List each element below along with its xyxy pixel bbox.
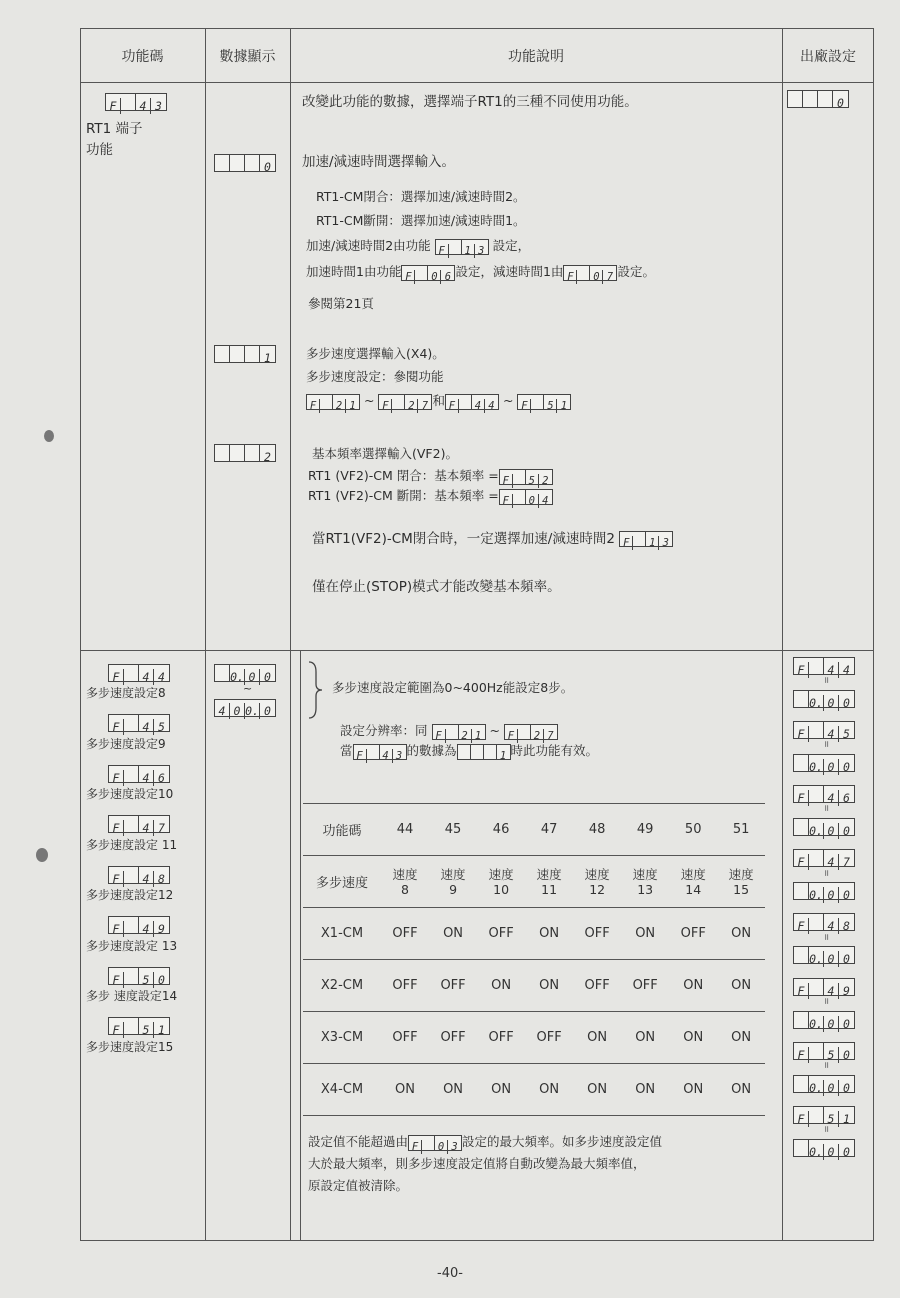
table-cell: X1-CM xyxy=(320,926,364,941)
table-header-cell: 51 xyxy=(732,822,750,837)
seven-seg-display: F 5 2 xyxy=(499,469,553,485)
seven-seg-display: F 5 1 xyxy=(517,394,571,410)
seven-seg-display: F 4 3 xyxy=(353,744,407,760)
table-cell: X3-CM xyxy=(320,1030,364,1045)
code-item-name: 多步速度設定9 xyxy=(86,736,166,751)
seven-seg-display: F 2 1 xyxy=(306,394,360,410)
table-cell: OFF xyxy=(584,978,610,993)
factory-value xyxy=(793,881,855,901)
seven-seg-display: 0 xyxy=(787,90,849,108)
resolution-text: 設定分辨率：同 F 2 1 ~ F 2 7 xyxy=(340,722,558,740)
right-brace xyxy=(306,660,324,720)
code-item-name: 多步 速度設定14 xyxy=(86,989,178,1003)
f43-code-display xyxy=(105,91,167,111)
code-item xyxy=(108,763,170,783)
f44-51-display-tilde: ~ xyxy=(243,682,253,695)
col-divider-1 xyxy=(205,28,206,1241)
table-row-label: 多步速度 xyxy=(315,876,368,891)
table-cell: ON xyxy=(587,1082,608,1097)
table-cell: X2-CM xyxy=(320,978,364,993)
seven-seg-display: F 4 5 xyxy=(793,721,855,739)
table-cell: ON xyxy=(731,1030,752,1045)
table-header-cell: 44 xyxy=(396,822,414,837)
opt0-line3: 加速/減速時間2由功能 F 1 3 設定， xyxy=(306,238,531,257)
table-cell: 速度 11 xyxy=(536,866,562,897)
table-cell: OFF xyxy=(632,978,658,993)
table-cell: ON xyxy=(731,978,752,993)
range-text: 多步速度設定範圍為0~400Hz能設定8步。 xyxy=(332,680,574,695)
table-cell: 速度 13 xyxy=(632,866,658,897)
seven-seg-display: F 0 4 xyxy=(499,489,553,505)
table-cell: OFF xyxy=(536,1030,562,1045)
seven-seg-display: F 5 0 xyxy=(108,967,170,985)
factory-value xyxy=(793,945,855,965)
opt2-line2: RT1 (VF2)-CM 斷開：基本頻率 = F 0 4 xyxy=(308,487,553,505)
header-code: 功能碼 xyxy=(121,49,164,65)
opt0-line4: 加速時間1由功能 F 0 6 設定，減速時間1由 F 0 7 設定。 xyxy=(306,264,655,283)
code-item xyxy=(108,864,170,884)
col-divider-inner xyxy=(300,650,301,1241)
table-cell: 速度 9 xyxy=(440,866,466,897)
section-divider xyxy=(80,650,874,651)
table-cell: OFF xyxy=(392,1030,418,1045)
seven-seg-display: 0. 0 0 xyxy=(793,946,855,964)
seven-seg-display: F 2 7 xyxy=(378,394,432,410)
table-row xyxy=(303,1012,765,1064)
equals-sign: = xyxy=(820,933,831,941)
seven-seg-display: F 4 4 xyxy=(793,657,855,675)
speck xyxy=(44,430,54,442)
seven-seg-display: F 4 6 xyxy=(108,765,170,783)
factory-code xyxy=(793,848,855,868)
code-item xyxy=(108,965,170,985)
col-divider-3 xyxy=(782,28,783,1241)
factory-value xyxy=(793,816,855,836)
table-cell: ON xyxy=(635,926,656,941)
table-header-cell: 50 xyxy=(684,822,702,837)
multistep-speed-table xyxy=(303,803,765,1116)
factory-value xyxy=(793,1073,855,1093)
table-cell: ON xyxy=(587,1030,608,1045)
table-cell: ON xyxy=(683,1082,704,1097)
seven-seg-display: F 4 6 xyxy=(793,785,855,803)
seven-seg-display: 0 xyxy=(214,154,276,172)
f43-name-2: 功能 xyxy=(86,142,113,158)
seven-seg-display: F 4 8 xyxy=(793,913,855,931)
seven-seg-display: F 4 3 xyxy=(105,93,167,111)
code-item xyxy=(108,713,170,733)
table-cell: X4-CM xyxy=(320,1082,364,1097)
seven-seg-display: F 4 8 xyxy=(108,866,170,884)
header-factory: 出廠設定 xyxy=(800,49,856,65)
table-header-cell: 45 xyxy=(444,822,462,837)
seven-seg-display: F 1 3 xyxy=(619,531,673,547)
seven-seg-display: F 4 9 xyxy=(108,916,170,934)
equals-sign: = xyxy=(820,804,831,813)
seven-seg-display: 0. 0 0 xyxy=(793,1075,855,1093)
seven-seg-display: F 0 6 xyxy=(401,265,455,281)
factory-code xyxy=(793,719,855,739)
table-row xyxy=(303,856,765,908)
seven-seg-display: F 4 4 xyxy=(445,394,499,410)
code-item-name: 多步速度設定8 xyxy=(86,686,166,700)
table-cell: OFF xyxy=(584,926,610,941)
table-cell: ON xyxy=(491,978,512,993)
equals-sign: = xyxy=(820,676,831,684)
table-header-cell: 49 xyxy=(636,822,654,837)
opt1-line2: F 2 1 ~ F 2 7 和 F 4 4 ~ F 5 1 xyxy=(306,392,571,410)
opt1-title: 多步速度選擇輸入(X4)。 xyxy=(306,346,445,361)
f44-51-display-min xyxy=(214,662,276,682)
table-cell: 速度 15 xyxy=(728,866,754,897)
seven-seg-display: 0. 0 0 xyxy=(793,818,855,836)
table-header-cell: 功能碼 xyxy=(322,824,362,839)
table-cell: ON xyxy=(731,1082,752,1097)
equals-sign: = xyxy=(820,1125,831,1134)
table-cell: ON xyxy=(443,1082,464,1097)
table-cell: OFF xyxy=(680,926,706,941)
seven-seg-display: F 5 1 xyxy=(793,1106,855,1124)
factory-code xyxy=(793,912,855,932)
seven-seg-display: 2 xyxy=(214,444,276,462)
table-cell: ON xyxy=(491,1082,512,1097)
code-item-name: 多步速度設定 13 xyxy=(86,938,178,953)
opt1-display xyxy=(214,343,276,363)
table-cell: OFF xyxy=(392,978,418,993)
factory-code xyxy=(793,1104,855,1124)
table-cell: OFF xyxy=(488,926,514,941)
opt0-line2: RT1-CM斷開：選擇加速/減速時間1。 xyxy=(316,213,526,228)
f43-name-1: RT1 端子 xyxy=(86,121,143,137)
table-cell: ON xyxy=(539,978,560,993)
opt0-display xyxy=(214,152,276,172)
factory-value xyxy=(793,1137,855,1157)
table-cell: ON xyxy=(635,1082,656,1097)
table-cell: OFF xyxy=(488,1030,514,1045)
table-cell: ON xyxy=(683,978,704,993)
seven-seg-display: 0. 0 0 xyxy=(793,882,855,900)
seven-seg-display: F 5 1 xyxy=(108,1017,170,1035)
table-cell: ON xyxy=(635,1030,656,1045)
table-cell: 速度 10 xyxy=(488,866,514,897)
code-item xyxy=(108,662,170,682)
code-item-name: 多步速度設定10 xyxy=(86,787,174,801)
f44-51-display-max xyxy=(214,697,276,717)
table-cell: 速度 12 xyxy=(584,866,610,897)
table-header-cell: 47 xyxy=(540,822,558,837)
table-cell: 速度 14 xyxy=(680,866,706,897)
opt0-line5: 參閱第21頁 xyxy=(308,296,374,311)
seven-seg-display: F 0 3 xyxy=(408,1135,462,1151)
equals-sign: = xyxy=(820,997,831,1005)
table-cell: ON xyxy=(683,1030,704,1045)
code-item-name: 多步速度設定12 xyxy=(86,888,174,902)
note-line3: 原設定值被清除。 xyxy=(308,1178,409,1193)
f43-factory-value xyxy=(787,88,849,108)
seven-seg-display: F 5 0 xyxy=(793,1042,855,1060)
factory-value xyxy=(793,752,855,772)
table-cell: ON xyxy=(539,926,560,941)
table-cell: 速度 8 xyxy=(392,866,418,897)
opt2-display xyxy=(214,442,276,462)
equals-sign: = xyxy=(820,868,831,877)
valid-text: 當 F 4 3 的數據為 1 時此功能有效。 xyxy=(340,743,599,762)
factory-code xyxy=(793,1040,855,1060)
seven-seg-display: 4 0 0. 0 xyxy=(214,699,276,717)
factory-code xyxy=(793,976,855,996)
seven-seg-display: 0. 0 0 xyxy=(214,664,276,682)
table-cell: ON xyxy=(731,926,752,941)
opt0-line1: RT1-CM閉合：選擇加速/減速時間2。 xyxy=(316,189,526,204)
opt2-line4: 僅在停止(STOP)模式才能改變基本頻率。 xyxy=(312,579,561,595)
factory-value xyxy=(793,1009,855,1029)
header-divider xyxy=(80,82,874,83)
table-header-cell: 46 xyxy=(492,822,510,837)
seven-seg-display: 1 xyxy=(214,345,276,363)
table-cell: OFF xyxy=(440,978,466,993)
equals-sign: = xyxy=(820,1061,831,1069)
header-display: 數據顯示 xyxy=(219,49,276,65)
seven-seg-display: F 2 1 xyxy=(432,724,486,740)
seven-seg-display: 0. 0 0 xyxy=(793,1139,855,1157)
seven-seg-display: F 2 7 xyxy=(504,724,558,740)
seven-seg-display: 0. 0 0 xyxy=(793,690,855,708)
table-cell: OFF xyxy=(392,926,418,941)
header-description: 功能說明 xyxy=(508,49,564,65)
table-row xyxy=(303,908,765,960)
seven-seg-display: F 4 7 xyxy=(108,815,170,833)
speck xyxy=(36,848,48,862)
note-line1: 設定值不能超過由 F 0 3 設定的最大頻率。如多步速度設定值 xyxy=(308,1134,663,1153)
opt2-line1: RT1 (VF2)-CM 閉合：基本頻率 = F 5 2 xyxy=(308,467,553,485)
table-row xyxy=(303,804,765,856)
table-cell: OFF xyxy=(440,1030,466,1045)
opt2-title: 基本頻率選擇輸入(VF2)。 xyxy=(312,446,458,461)
seven-seg-display: F 1 3 xyxy=(435,239,489,255)
f43-intro: 改變此功能的數據，選擇端子RT1的三種不同使用功能。 xyxy=(302,94,638,110)
table-row xyxy=(303,960,765,1012)
page-number: -40- xyxy=(437,1266,463,1281)
code-item-name: 多步速度設定 11 xyxy=(86,837,178,852)
seven-seg-display: F 4 4 xyxy=(108,664,170,682)
note-line2: 大於最大頻率，則多步速度設定值將自動改變為最大頻率值， xyxy=(308,1156,646,1171)
seven-seg-display: 1 xyxy=(457,744,511,760)
seven-seg-display: 0. 0 0 xyxy=(793,1011,855,1029)
opt2-line3: 當RT1(VF2)-CM閉合時，一定選擇加速/減速時間2 F 1 3 xyxy=(312,530,673,548)
seven-seg-display: F 4 5 xyxy=(108,714,170,732)
table-row xyxy=(303,1064,765,1116)
factory-value xyxy=(793,688,855,708)
table-cell: ON xyxy=(395,1082,415,1097)
code-item xyxy=(108,1016,170,1036)
col-divider-2 xyxy=(290,28,291,1241)
equals-sign: = xyxy=(820,740,831,748)
seven-seg-display: F 4 7 xyxy=(793,849,855,867)
code-item xyxy=(108,814,170,834)
table-cell: ON xyxy=(443,926,464,941)
seven-seg-display: F 0 7 xyxy=(563,265,617,281)
table-header-cell: 48 xyxy=(588,822,606,837)
table-cell: ON xyxy=(539,1082,560,1097)
factory-code xyxy=(793,655,855,675)
opt1-line1: 多步速度設定：參閱功能 xyxy=(306,369,444,384)
code-item-name: 多步速度設定15 xyxy=(86,1039,174,1054)
code-item xyxy=(108,915,170,935)
seven-seg-display: 0. 0 0 xyxy=(793,754,855,772)
seven-seg-display: F 4 9 xyxy=(793,978,855,996)
factory-code xyxy=(793,783,855,803)
opt0-title: 加速/減速時間選擇輸入。 xyxy=(302,154,456,170)
